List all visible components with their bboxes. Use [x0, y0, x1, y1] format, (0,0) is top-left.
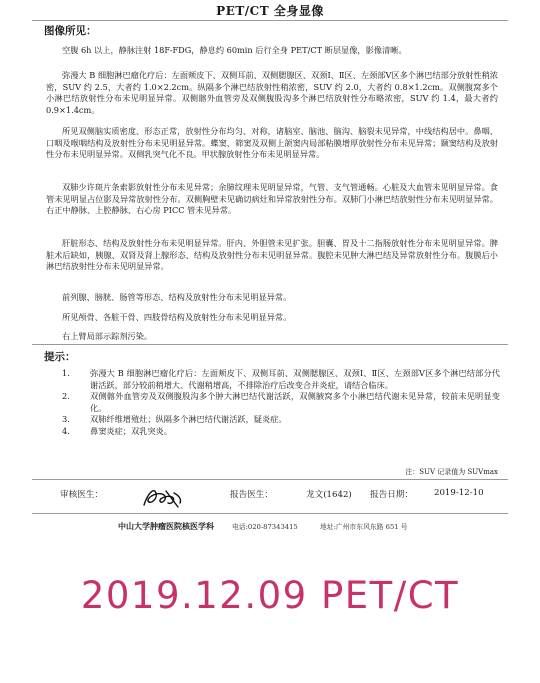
reporter-label: 报告医生： [230, 490, 273, 500]
institution-address: 地址:广州市东风东路 651 号 [320, 523, 408, 531]
reviewer-signature [138, 483, 186, 511]
hint-item [44, 426, 500, 438]
hint-number: 3. [62, 414, 70, 425]
signature-divider [32, 479, 508, 480]
reviewer-label: 审核医生： [60, 490, 103, 500]
hint-number: 1. [62, 368, 70, 378]
findings-paragraph: 空腹 6h 以上，静脉注射 18F-FDG，静息约 60min 后行全身 PET/CT 断层显像，影像清晰。 [62, 45, 407, 55]
reporter-name: 龙文(1642) [306, 490, 352, 500]
hints-divider [32, 344, 508, 345]
report-title: PET/CT 全身显像 [216, 4, 324, 18]
signature-row [0, 488, 540, 504]
findings-paragraph: 肝脏形态、结构及放射性分布未见明显异常。肝内、外胆管未见扩张。胆囊、胃及十二指肠放射性分布未见明显异常。脾脏术后缺如，胰腺、双肾及肾上腺形态、结构及放射性分布未见明显异常。腹腔未见肿大淋巴结及异常放射性分布。腹膜后小淋巴结放射性分布未见明显异常。 [46, 238, 498, 272]
suv-note: 注：SUV 记录值为 SUVmax [405, 468, 498, 476]
hint-text: 双肺纤维增殖灶；纵隔多个淋巴结代谢活跃，疑炎症。 [90, 414, 287, 425]
findings-paragraph: 弥漫大 B 细胞淋巴瘤化疗后：左面颊皮下、双侧耳前、双侧腮腺区、双颈Ⅰ、Ⅱ区、左颈部Ⅴ区多个淋巴结部分放射性稍浓密，SUV 约 2.5，大者约 1.0×2.2cm。纵隔多个淋巴结放射性稍浓密，SUV 约 2.0，大者约 0.8×1.2cm。双侧腹窝多个小淋巴结放射性分布未见明显异常。双侧髂外血管旁及双侧腹股沟多个淋巴结放射性分布略浓密，SUV 约 1.4，最大者约 0.9×1.4cm。 [46, 70, 498, 115]
hint-text: 弥漫大 B 细胞淋巴瘤化疗后：左面颊皮下、双侧耳前、双侧腮腺区、双颈Ⅰ、Ⅱ区、左颈部Ⅴ区多个淋巴结部分代谢活跃，部分较前稍增大、代谢稍增高，不排除治疗后改变合并炎症，请结合临床。 [90, 368, 500, 390]
title-divider [32, 20, 508, 21]
hint-item [44, 414, 500, 426]
footer-divider [32, 513, 508, 514]
hint-number: 2. [62, 391, 70, 402]
hint-text: 双侧髂外血管旁及双侧腹股沟多个肿大淋巴结代谢活跃，双侧腋窝多个小淋巴结代谢未见异常，较前未见明显变化。 [90, 391, 500, 413]
institution-phone: 电话:020-87343415 [232, 523, 298, 531]
report-footer [0, 521, 540, 535]
findings-paragraph: 所见双侧脑实质密度、形态正常，放射性分布均匀、对称，诸脑室、脑池、脑沟、脑裂未见异常，中线结构居中。鼻咽、口咽及喉咽结构及放射性分布未见明显异常。蝶窦、筛窦及双侧上颌窦内局部粘膜增厚放射性分布未见异常；颞窦结构及放射性分布未见明显异常。双侧乳突气化不良。甲状腺放射性分布未见明显异常。 [46, 126, 498, 160]
findings-heading: 图像所见： [44, 25, 97, 37]
hint-item [44, 368, 500, 391]
hint-text: 鼻窦炎症；双乳突炎。 [90, 425, 172, 436]
hints-list [44, 368, 500, 438]
report-date-label: 报告日期： [370, 490, 413, 500]
findings-paragraph: 前列腺、膀胱、肠管等形态、结构及放射性分布未见明显异常。 [62, 292, 292, 302]
hint-number: 4. [62, 425, 70, 436]
findings-paragraph: 双肺少许斑片条索影放射性分布未见异常；余肺纹理未见明显异常，气管、支气管通畅。心脏及大血管未见明显异常。食管未见明显占位影及异常放射性分布。双侧胸壁未见确切病灶和异常放射性分布。双肺门小淋巴结放射性分布未见明显异常。右正中静脉、上腔静脉、右心房 PICC 管未见异常。 [46, 182, 498, 216]
institution-name: 中山大学肿瘤医院核医学科 [118, 521, 214, 531]
exam-date-caption: 2019.12.09 PET/CT [80, 574, 460, 617]
findings-paragraph: 右上臂局部示踪剂污染。 [62, 331, 153, 341]
hint-item [44, 391, 500, 414]
findings-paragraph: 所见颅骨、各脏干骨、四肢骨结构及放射性分布未见明显异常。 [62, 312, 292, 322]
report-date: 2019-12-10 [434, 488, 484, 498]
hints-heading: 提示： [44, 351, 76, 363]
